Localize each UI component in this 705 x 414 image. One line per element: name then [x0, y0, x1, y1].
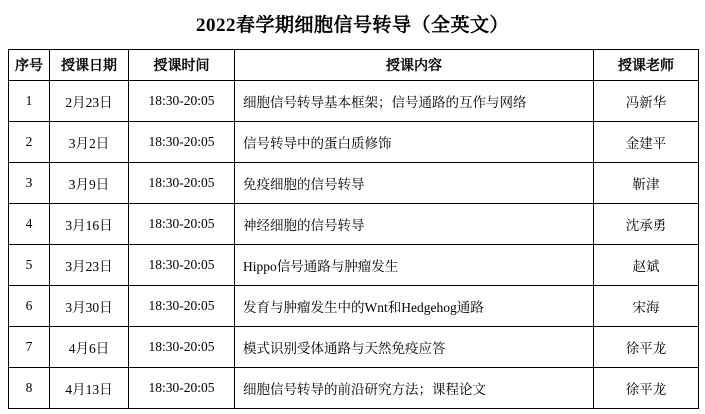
column-header-time: 授课时间	[129, 50, 235, 81]
cell-no: 7	[9, 327, 50, 368]
table-row	[9, 204, 699, 245]
cell-date: 3月2日	[50, 122, 129, 163]
cell-date: 3月23日	[50, 245, 129, 286]
table-row	[9, 368, 699, 409]
cell-time: 18:30-20:05	[129, 122, 235, 163]
cell-date: 3月9日	[50, 163, 129, 204]
cell-teacher: 徐平龙	[594, 368, 699, 409]
cell-teacher: 金建平	[594, 122, 699, 163]
cell-no: 4	[9, 204, 50, 245]
cell-topic: 模式识别受体通路与天然免疫应答	[235, 327, 594, 368]
cell-date: 3月16日	[50, 204, 129, 245]
cell-time: 18:30-20:05	[129, 245, 235, 286]
cell-time: 18:30-20:05	[129, 204, 235, 245]
course-schedule-table	[8, 49, 699, 409]
cell-teacher: 沈承勇	[594, 204, 699, 245]
cell-no: 8	[9, 368, 50, 409]
page-title: 2022春学期细胞信号转导（全英文）	[195, 15, 509, 36]
column-header-date: 授课日期	[50, 50, 129, 81]
table-row	[9, 81, 699, 122]
cell-topic: Hippo信号通路与肿瘤发生	[235, 245, 594, 286]
table-body	[9, 81, 699, 409]
cell-no: 5	[9, 245, 50, 286]
cell-time: 18:30-20:05	[129, 163, 235, 204]
cell-teacher: 靳津	[594, 163, 699, 204]
table-row	[9, 163, 699, 204]
cell-teacher: 徐平龙	[594, 327, 699, 368]
table-row	[9, 245, 699, 286]
cell-time: 18:30-20:05	[129, 327, 235, 368]
cell-teacher: 赵斌	[594, 245, 699, 286]
cell-no: 1	[9, 81, 50, 122]
table-row	[9, 286, 699, 327]
cell-no: 2	[9, 122, 50, 163]
cell-no: 3	[9, 163, 50, 204]
cell-topic: 信号转导中的蛋白质修饰	[235, 122, 594, 163]
table-row	[9, 327, 699, 368]
cell-no: 6	[9, 286, 50, 327]
cell-topic: 细胞信号转导的前沿研究方法；课程论文	[235, 368, 594, 409]
cell-date: 2月23日	[50, 81, 129, 122]
cell-topic: 细胞信号转导基本框架；信号通路的互作与网络	[235, 81, 594, 122]
column-header-teacher: 授课老师	[594, 50, 699, 81]
column-header-no: 序号	[9, 50, 50, 81]
cell-date: 4月13日	[50, 368, 129, 409]
table-header-row	[9, 50, 699, 81]
cell-topic: 发育与肿瘤发生中的Wnt和Hedgehog通路	[235, 286, 594, 327]
cell-teacher: 冯新华	[594, 81, 699, 122]
cell-time: 18:30-20:05	[129, 286, 235, 327]
cell-topic: 免疫细胞的信号转导	[235, 163, 594, 204]
table-row	[9, 122, 699, 163]
cell-topic: 神经细胞的信号转导	[235, 204, 594, 245]
cell-time: 18:30-20:05	[129, 81, 235, 122]
cell-date: 4月6日	[50, 327, 129, 368]
cell-date: 3月30日	[50, 286, 129, 327]
cell-teacher: 宋海	[594, 286, 699, 327]
column-header-topic: 授课内容	[235, 50, 594, 81]
cell-time: 18:30-20:05	[129, 368, 235, 409]
